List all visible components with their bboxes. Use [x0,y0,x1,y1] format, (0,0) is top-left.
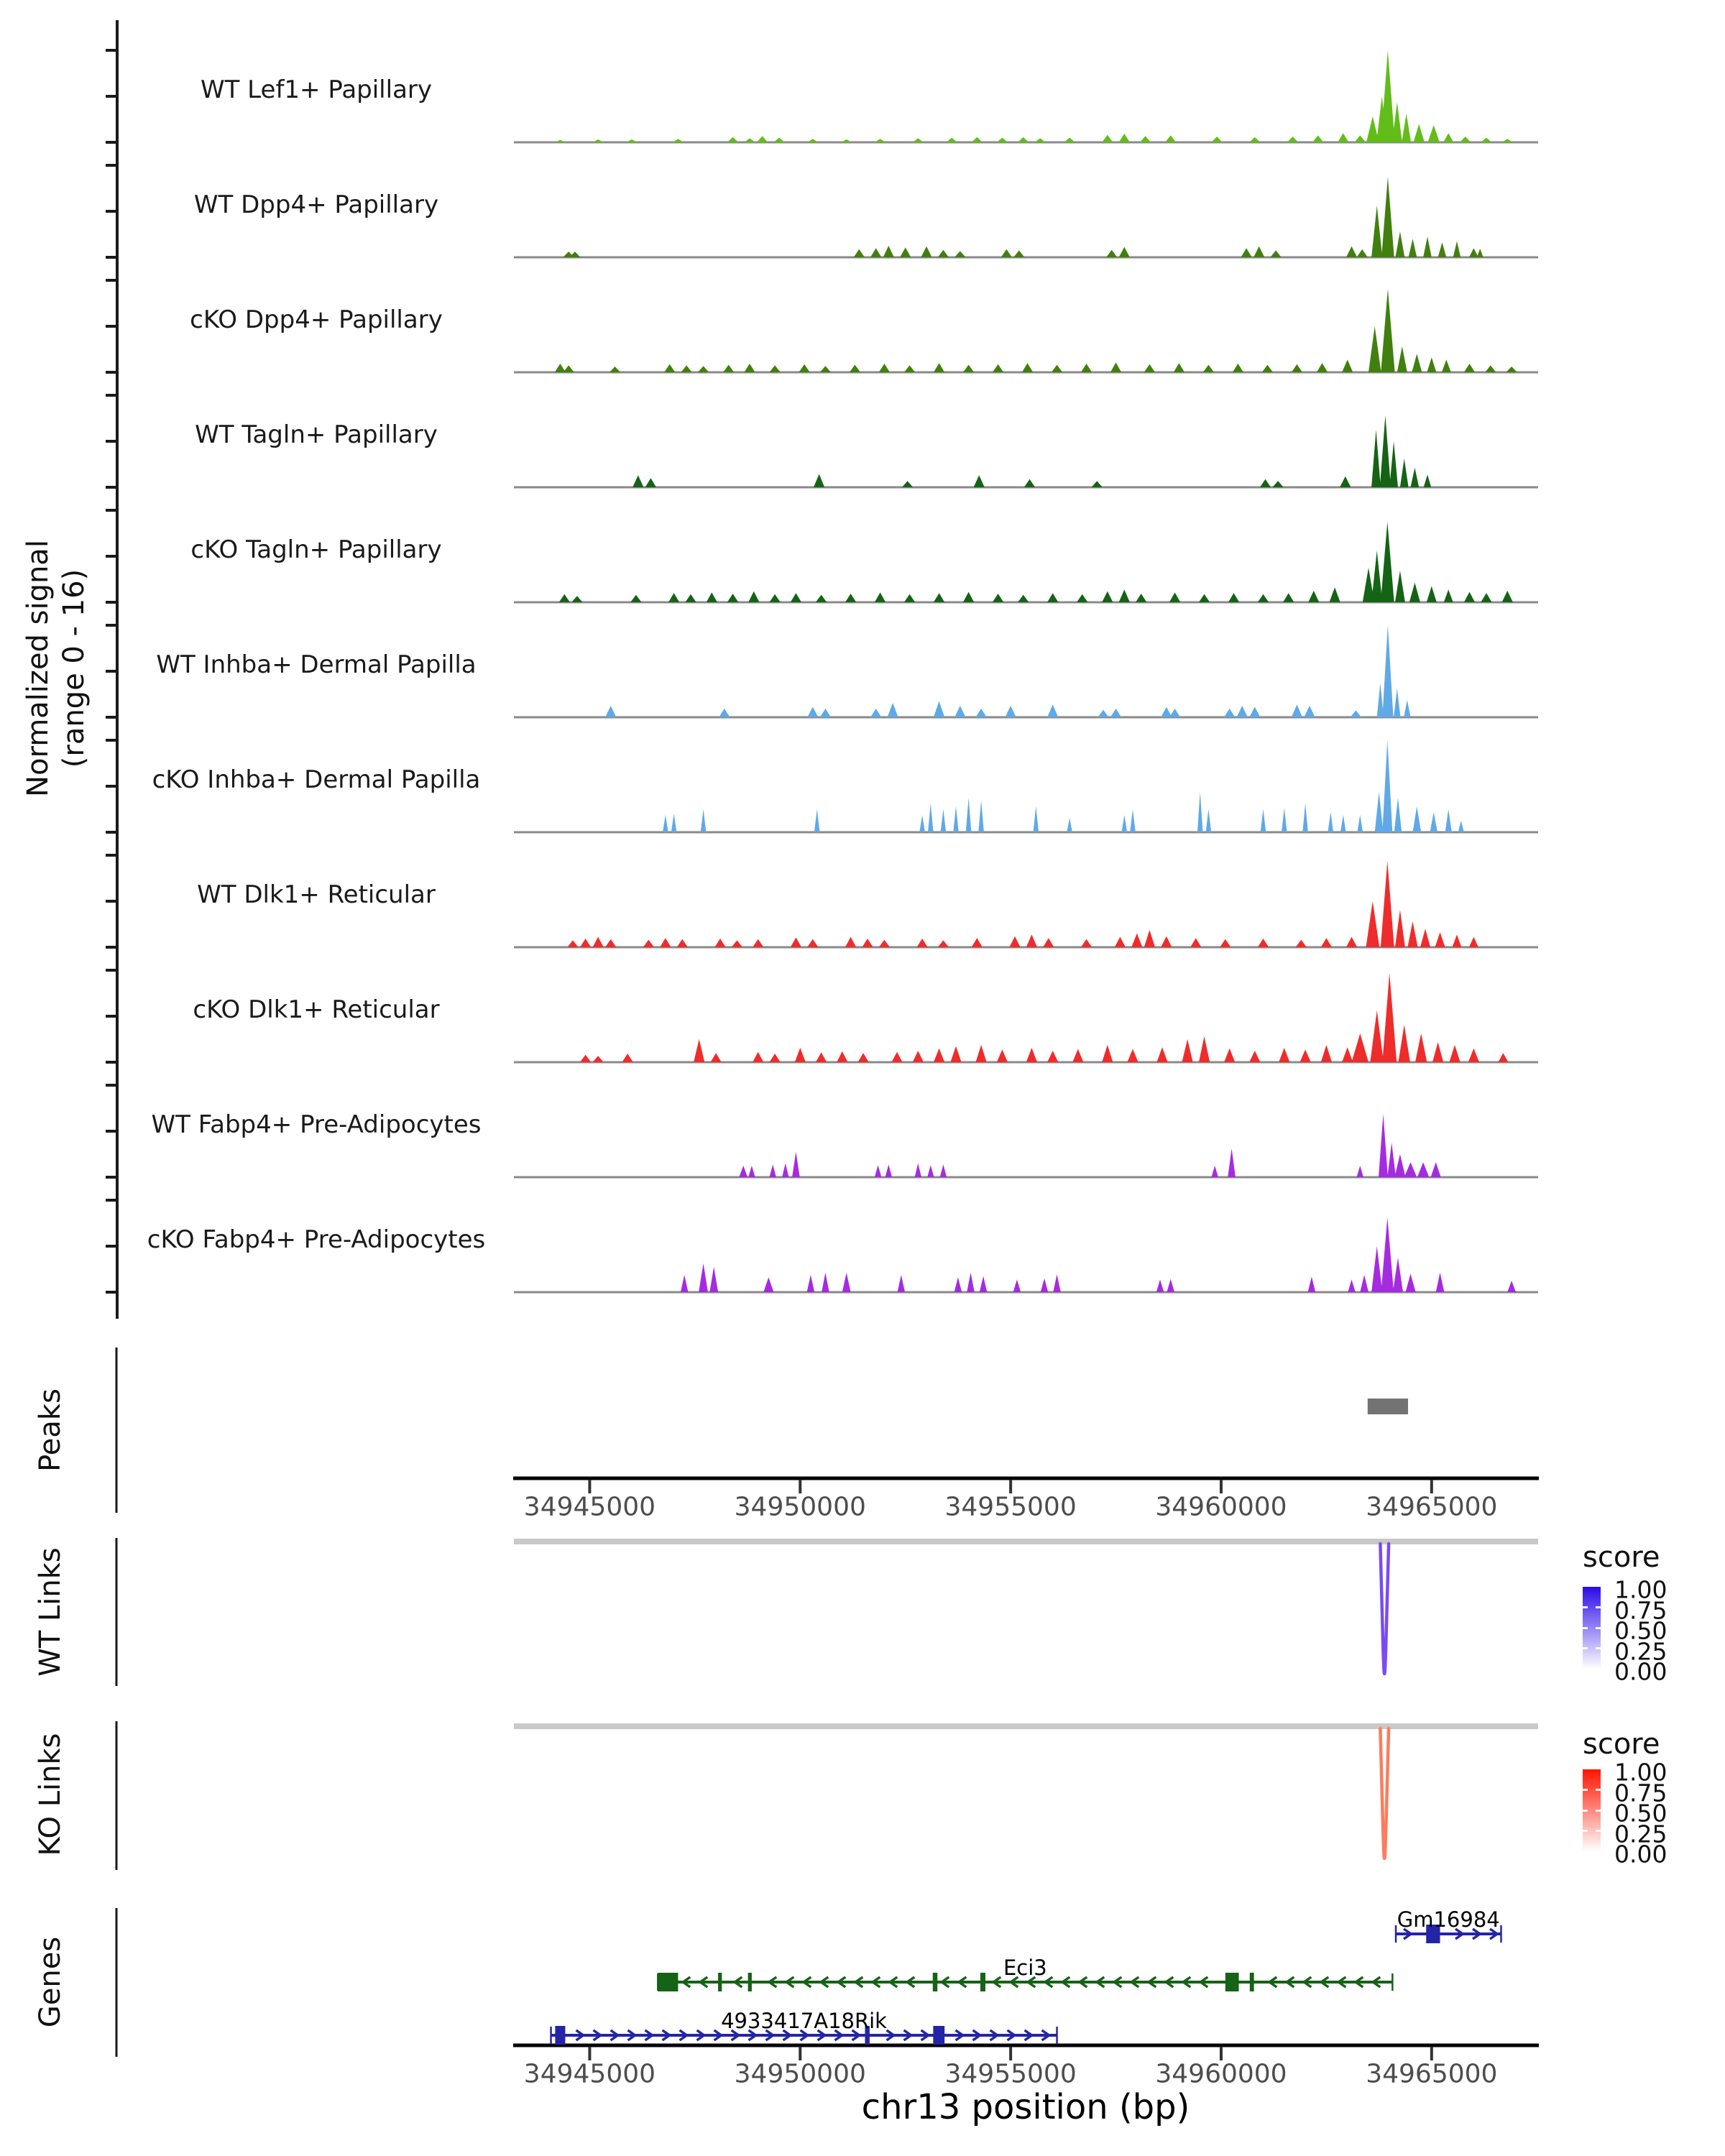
legend-level-dash [1596,1606,1601,1608]
gene-exon [980,1973,985,1991]
legend-level-dash [1583,1789,1588,1791]
y-axis-label-line2: (range 0 - 16) [58,568,91,768]
track-label: WT Tagln+ Papillary [195,420,438,449]
wt-score-tick: 0.25 [1614,1637,1668,1665]
coverage-signal [514,415,1538,487]
track-label: cKO Inhba+ Dermal Papilla [152,765,481,794]
track-label: cKO Fabp4+ Pre-Adipocytes [147,1225,486,1254]
coverage-signal [514,289,1538,372]
track-label: WT Dpp4+ Papillary [193,190,439,219]
peak-bar [1368,1399,1408,1414]
wt-score-legend-ticks [1614,1575,1708,1686]
gene-exon [555,2026,565,2045]
gene-exon [1250,1973,1254,1991]
coverage-signal [514,1217,1538,1292]
legend-level-dash [1583,1606,1588,1608]
ko-score-tick: 0.00 [1614,1840,1668,1869]
wt-score-tick: 0.75 [1614,1596,1668,1624]
x-tick-label: 34965000 [1366,1492,1498,1522]
ko-score-tick: 0.25 [1614,1820,1668,1848]
x-tick-label: 34960000 [1155,1492,1287,1522]
coverage-signal [514,522,1538,602]
track-label: WT Fabp4+ Pre-Adipocytes [151,1110,482,1139]
x-tick-label: 34945000 [523,1492,656,1522]
gene-label: Gm16984 [1397,1907,1500,1932]
gene-exon [718,1973,722,1991]
wt-score-tick: 1.00 [1614,1575,1668,1604]
legend-level-dash [1596,1627,1601,1629]
coverage-signal [514,1114,1538,1177]
gene-label: 4933417A18Rik [721,2009,887,2033]
wt-score-legend-title: score [1583,1541,1660,1574]
track-label: WT Lef1+ Papillary [200,75,433,104]
gene-label: Eci3 [1003,1955,1047,1980]
x-tick-label: 34950000 [734,1492,866,1522]
track-label: WT Inhba+ Dermal Papilla [156,650,477,679]
gene-exon [1225,1973,1239,1991]
coverage-signal [514,625,1538,717]
track-label: cKO Tagln+ Papillary [190,535,442,564]
track-label: WT Dlk1+ Reticular [197,880,436,909]
ko-score-tick: 1.00 [1614,1758,1668,1787]
section-label-peaks: Peaks [34,1388,67,1472]
legend-level-dash [1596,1789,1601,1791]
ko-score-legend-ticks [1614,1758,1708,1869]
coverage-signal [514,50,1538,142]
legend-level-dash [1596,1810,1601,1812]
section-label-genes: Genes [34,1936,67,2028]
coverage-signal [514,973,1538,1062]
coverage-signal [514,177,1538,257]
x-tick-label: 34965000 [1366,2059,1498,2089]
gene-exon [748,1973,752,1991]
track-label: cKO Dpp4+ Papillary [190,305,443,334]
track-label: cKO Dlk1+ Reticular [193,995,440,1024]
coverage-signal [514,861,1538,947]
x-tick-label: 34950000 [734,2059,866,2089]
y-axis-label-line1: Normalized signal [22,540,55,797]
ko-link-arc [1380,1728,1389,1858]
x-tick-label: 34955000 [944,2059,1077,2089]
x-tick-label: 34955000 [944,1492,1077,1522]
ko-score-tick: 0.75 [1614,1779,1668,1807]
x-tick-label: 34945000 [523,2059,656,2089]
gene-exon [658,1973,678,1991]
legend-level-dash [1583,1647,1588,1649]
gene-exon [933,2026,944,2045]
ko-score-tick: 0.50 [1614,1799,1668,1828]
wt-link-arc [1380,1544,1389,1674]
x-tick-label: 34960000 [1155,2059,1287,2089]
legend-level-dash [1583,1810,1588,1812]
wt-score-tick: 0.50 [1614,1616,1668,1645]
coverage-signal [514,740,1538,832]
section-label-wt-links: WT Links [34,1547,67,1677]
ko-score-legend-title: score [1583,1728,1660,1761]
y-axis-label [20,540,92,797]
legend-level-dash [1583,1830,1588,1832]
x-axis-title: chr13 position (bp) [861,2087,1190,2127]
legend-level-dash [1596,1830,1601,1832]
wt-score-tick: 0.00 [1614,1657,1668,1686]
legend-level-dash [1596,1647,1601,1649]
legend-level-dash [1583,1627,1588,1629]
section-label-ko-links: KO Links [34,1733,67,1856]
gene-exon [933,1973,937,1991]
